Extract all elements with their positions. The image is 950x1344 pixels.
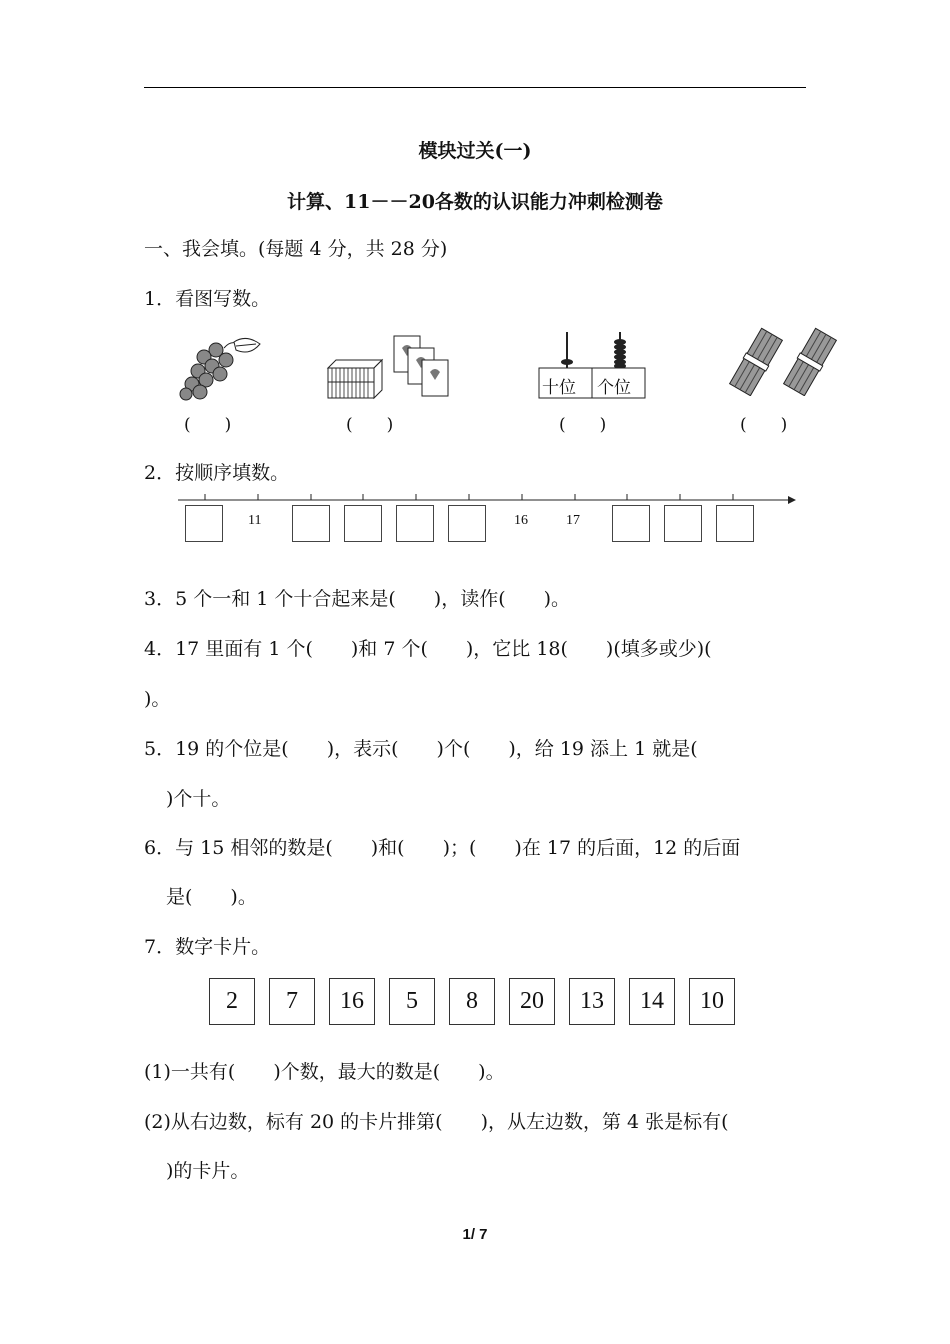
number-line-blank[interactable] <box>612 505 650 542</box>
grapes-icon <box>176 336 268 402</box>
question-7-part-1: (1)一共有( )个数，最大的数是( )。 <box>144 1061 505 1083</box>
question-6: 6．与 15 相邻的数是( )和( )；( )在 17 的后面，12 的后面 <box>144 837 741 859</box>
number-line <box>176 490 800 510</box>
stick-bundles-icon <box>728 326 840 396</box>
number-card: 20 <box>509 978 555 1025</box>
number-card: 13 <box>569 978 615 1025</box>
number-line-blank[interactable] <box>448 505 486 542</box>
number-card: 14 <box>629 978 675 1025</box>
page-subtitle: 计算、11－－20各数的认识能力冲刺检测卷 <box>287 191 663 213</box>
page-number: 1/ 7 <box>462 1226 488 1243</box>
number-line-blank[interactable] <box>185 505 223 542</box>
question-5: 5．19 的个位是( )，表示( )个( )，给 19 添上 1 就是( <box>144 738 698 760</box>
number-line-label: 17 <box>566 513 580 528</box>
question-3: 3．5 个一和 1 个十合起来是( )，读作( )。 <box>144 588 571 610</box>
answer-blank-abacus[interactable]: ( ) <box>559 415 607 435</box>
abacus-label-ones: 个位 <box>597 378 631 398</box>
question-1: 1．看图写数。 <box>144 288 271 310</box>
question-7: 7．数字卡片。 <box>144 936 271 958</box>
question-4-continued: )。 <box>144 688 171 710</box>
number-card: 7 <box>269 978 315 1025</box>
answer-blank-sticks[interactable]: ( ) <box>740 415 788 435</box>
section-heading: 一、我会填。(每题 4 分，共 28 分) <box>144 238 448 260</box>
answer-blank-grapes[interactable]: ( ) <box>184 415 232 435</box>
question-6-continued: 是( )。 <box>166 886 257 908</box>
number-line-blank[interactable] <box>292 505 330 542</box>
number-line-blank[interactable] <box>396 505 434 542</box>
question-7-part-2: (2)从右边数，标有 20 的卡片排第( )，从左边数，第 4 张是标有( <box>144 1111 729 1133</box>
number-line-blank[interactable] <box>344 505 382 542</box>
number-card: 5 <box>389 978 435 1025</box>
question-5-continued: )个十。 <box>166 788 231 810</box>
number-line-label: 11 <box>248 513 262 528</box>
number-line-label: 16 <box>514 513 528 528</box>
books-icon <box>326 332 451 402</box>
number-line-blank[interactable] <box>664 505 702 542</box>
question-4: 4．17 里面有 1 个( )和 7 个( )，它比 18( )(填多或少)( <box>144 638 712 660</box>
header-rule <box>144 87 806 88</box>
abacus-label-tens: 十位 <box>542 378 576 398</box>
number-card: 2 <box>209 978 255 1025</box>
number-line-blank[interactable] <box>716 505 754 542</box>
question-7-part-2-continued: )的卡片。 <box>166 1160 250 1182</box>
page-title: 模块过关(一) <box>418 140 532 162</box>
answer-blank-books[interactable]: ( ) <box>346 415 394 435</box>
question-2: 2．按顺序填数。 <box>144 462 290 484</box>
number-card: 8 <box>449 978 495 1025</box>
number-card: 10 <box>689 978 735 1025</box>
number-card: 16 <box>329 978 375 1025</box>
